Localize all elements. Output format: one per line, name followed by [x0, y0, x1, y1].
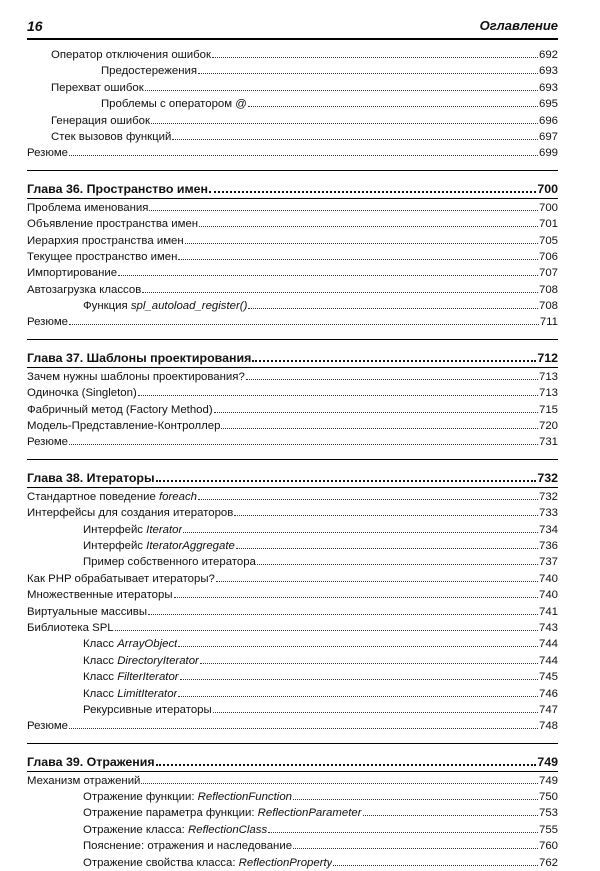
entry-text: Зачем нужны шаблоны проектирования? — [27, 370, 245, 383]
page-ref: 736 — [538, 539, 558, 552]
entry-title — [27, 571, 215, 587]
chapter-title — [27, 469, 155, 487]
dot-leader — [234, 504, 538, 516]
entry-text: Одиночка (Singleton) — [27, 387, 137, 400]
page-ref: 693 — [538, 81, 558, 94]
entry-text: Автозагрузка классов — [27, 283, 142, 296]
entry-title — [27, 434, 68, 450]
dot-leader — [199, 215, 538, 227]
chapter-heading — [27, 180, 558, 198]
page-ref: 750 — [538, 791, 558, 804]
entry-title — [101, 96, 247, 112]
dot-leader — [69, 433, 538, 445]
page-ref: 701 — [538, 218, 558, 231]
dot-leader — [200, 652, 538, 664]
dot-leader — [156, 469, 537, 482]
dot-leader — [248, 95, 538, 107]
entry-text: Отражение параметра функции: — [83, 807, 258, 820]
page-ref: 708 — [538, 283, 558, 296]
entry-text: Глава 39. Отражения — [27, 754, 155, 769]
entry-text: Класс — [83, 687, 118, 700]
dot-leader — [180, 668, 538, 680]
page-ref: 745 — [538, 671, 558, 684]
page-header — [27, 16, 558, 40]
entry-title — [83, 554, 256, 570]
toc-entry — [27, 537, 558, 553]
entry-text: Резюме — [27, 316, 68, 329]
entry-title — [83, 805, 362, 821]
page-ref: 744 — [538, 638, 558, 651]
entry-text: Стек вызовов функций — [51, 130, 172, 143]
entry-text: Множественные итераторы — [27, 589, 173, 602]
entry-title — [51, 80, 144, 96]
page-ref: 743 — [538, 621, 558, 634]
page-ref: 762 — [538, 856, 558, 869]
dot-leader — [212, 46, 538, 58]
entry-text: Объявление пространства имен — [27, 218, 199, 231]
dot-leader — [172, 128, 538, 140]
entry-text: Библиотека SPL — [27, 621, 114, 634]
page-ref: 700 — [538, 201, 558, 214]
toc-entry — [27, 281, 558, 297]
entry-title — [83, 538, 235, 554]
page-ref: 746 — [538, 687, 558, 700]
entry-title — [83, 822, 267, 838]
dot-leader — [198, 62, 538, 74]
toc-entry — [27, 215, 558, 231]
entry-title — [27, 718, 68, 734]
toc-entry — [27, 433, 558, 449]
chapter-title — [27, 180, 208, 198]
dot-leader — [178, 635, 538, 647]
toc-entry — [27, 488, 558, 504]
page-number: 16 — [27, 18, 43, 34]
toc-entry — [27, 652, 558, 668]
entry-text: Стандартное поведение — [27, 490, 159, 503]
page-ref: 707 — [538, 267, 558, 280]
page-ref: 713 — [538, 370, 558, 383]
dot-leader — [178, 248, 538, 260]
dot-leader — [178, 685, 538, 697]
entry-text: Перехват ошибок — [51, 81, 144, 94]
entry-italic-term: IteratorAggregate — [146, 539, 235, 552]
toc-entry — [27, 701, 558, 717]
entry-title — [51, 47, 211, 63]
page-ref: 700 — [537, 181, 558, 196]
entry-text: Резюме — [27, 436, 68, 449]
entry-text: Рекурсивные итераторы — [83, 703, 212, 716]
toc-entry — [27, 717, 558, 733]
dot-leader — [142, 281, 538, 293]
entry-title — [27, 265, 117, 281]
entry-title — [27, 773, 140, 789]
page-ref: 713 — [538, 387, 558, 400]
page-ref: 741 — [538, 605, 558, 618]
toc-entry — [27, 368, 558, 384]
entry-text: Функция — [83, 300, 131, 313]
entry-text: Как PHP обрабатывает итераторы? — [27, 572, 215, 585]
entry-text: Интерфейс — [83, 539, 147, 552]
dot-leader — [148, 603, 538, 615]
dot-leader — [246, 368, 538, 380]
page-ref: 753 — [538, 807, 558, 820]
entry-text: Текущее пространство имен — [27, 250, 178, 263]
entry-title — [27, 369, 245, 385]
entry-title — [83, 653, 199, 669]
dot-leader — [252, 349, 536, 362]
entry-title — [83, 855, 332, 871]
page-ref: 734 — [538, 523, 558, 536]
page-ref: 695 — [538, 98, 558, 111]
toc-entry — [27, 62, 558, 78]
entry-italic-term: ReflectionParameter — [257, 807, 362, 820]
entry-italic-term: ReflectionProperty — [238, 856, 333, 869]
toc-entry — [27, 128, 558, 144]
entry-title — [27, 505, 233, 521]
page-ref: 749 — [537, 754, 558, 769]
toc-entry — [27, 570, 558, 586]
toc-entry — [27, 112, 558, 128]
dot-leader — [257, 553, 538, 565]
dot-leader — [185, 232, 538, 244]
entry-title — [83, 702, 212, 718]
page-ref: 733 — [538, 507, 558, 520]
section-spacer — [27, 340, 558, 349]
dot-leader — [209, 180, 536, 193]
dot-leader — [183, 521, 538, 533]
chapter-heading — [27, 753, 558, 771]
page-ref: 705 — [538, 234, 558, 247]
dot-leader — [363, 804, 538, 816]
dot-leader — [156, 753, 537, 766]
dot-leader — [221, 417, 538, 429]
dot-leader — [151, 112, 538, 124]
toc-entry — [27, 837, 558, 853]
page-ref: 749 — [538, 774, 558, 787]
page-ref: 737 — [538, 556, 558, 569]
toc-entry — [27, 772, 558, 788]
page-ref: 747 — [538, 703, 558, 716]
entry-text: Пример собственного итератора — [83, 556, 256, 569]
entry-title — [27, 587, 173, 603]
chapter-heading — [27, 349, 558, 367]
toc-entry — [27, 553, 558, 569]
section-spacer — [27, 171, 558, 180]
entry-title — [83, 838, 292, 854]
toc-entry — [27, 854, 558, 870]
page-ref: 696 — [538, 114, 558, 127]
page-ref: 744 — [538, 654, 558, 667]
toc-entry — [27, 417, 558, 433]
dot-leader — [216, 570, 538, 582]
entry-text: Оператор отключения ошибок — [51, 49, 211, 61]
page-ref: 760 — [538, 840, 558, 853]
chapter-title — [27, 753, 155, 771]
entry-title — [27, 282, 141, 298]
entry-italic-term: LimitIterator — [117, 687, 178, 700]
entry-title — [27, 385, 137, 401]
toc-entry — [27, 144, 558, 160]
entry-italic-term: ReflectionClass — [188, 823, 268, 836]
page-ref: 740 — [538, 589, 558, 602]
page-ref: 693 — [538, 65, 558, 78]
entry-title — [51, 129, 171, 145]
dot-leader — [149, 199, 538, 211]
entry-title — [83, 522, 182, 538]
page-ref: 699 — [538, 147, 558, 160]
page-ref: 706 — [538, 250, 558, 263]
section-spacer — [27, 744, 558, 753]
entry-italic-term: foreach — [159, 490, 197, 503]
entry-italic-term: ArrayObject — [117, 638, 178, 651]
entry-title — [27, 233, 184, 249]
entry-title — [27, 249, 177, 265]
toc-entry — [27, 232, 558, 248]
page-ref: 732 — [537, 470, 558, 485]
entry-title — [27, 216, 198, 232]
entry-text: Глава 38. Итераторы — [27, 470, 155, 485]
page-ref: 755 — [538, 823, 558, 836]
section-spacer — [27, 460, 558, 469]
toc-entry — [27, 619, 558, 635]
entry-title — [83, 636, 177, 652]
page-ref: 708 — [538, 300, 558, 313]
entry-text: Класс — [83, 654, 118, 667]
entry-text: Класс — [83, 638, 118, 651]
entry-title — [27, 200, 148, 216]
dot-leader — [69, 717, 538, 729]
entry-italic-term: ReflectionFunction — [197, 791, 292, 804]
page-ref: 692 — [538, 49, 558, 61]
page-ref: 731 — [538, 436, 558, 449]
toc-entry — [27, 384, 558, 400]
dot-leader — [138, 384, 538, 396]
toc-entry — [27, 199, 558, 215]
entry-text: Резюме — [27, 147, 68, 160]
page-ref: 740 — [538, 572, 558, 585]
entry-title — [27, 620, 114, 636]
entry-text: Класс — [83, 671, 118, 684]
toc-entry — [27, 821, 558, 837]
page-ref: 712 — [537, 350, 558, 365]
entry-text: Фабричный метод (Factory Method) — [27, 403, 213, 416]
entry-title — [51, 113, 150, 129]
entry-title — [101, 63, 197, 79]
toc-entry — [27, 635, 558, 651]
entry-text: Предостережения — [101, 65, 198, 78]
toc-entry — [27, 95, 558, 111]
entry-italic-term: Iterator — [146, 523, 183, 536]
entry-title — [27, 604, 147, 620]
entry-title — [27, 145, 68, 161]
page-ref: 715 — [538, 403, 558, 416]
toc-entry — [27, 313, 558, 329]
toc-entry — [27, 248, 558, 264]
entry-text: Проблемы с оператором @ — [101, 98, 247, 111]
toc-entry — [27, 603, 558, 619]
dot-leader — [69, 144, 538, 156]
dot-leader — [118, 264, 538, 276]
toc-entry — [27, 668, 558, 684]
entry-text: Резюме — [27, 720, 68, 733]
entry-text: Пояснение: отражения и наследование — [83, 840, 293, 853]
page-ref: 732 — [538, 490, 558, 503]
chapter-heading — [27, 469, 558, 487]
toc-entry — [27, 401, 558, 417]
dot-leader — [145, 79, 538, 91]
toc-entry — [27, 504, 558, 520]
entry-text: Иерархия пространства имен — [27, 234, 184, 247]
entry-text: Отражение свойства класса: — [83, 856, 239, 869]
dot-leader — [213, 701, 538, 713]
toc-entry — [27, 264, 558, 280]
dot-leader — [198, 488, 538, 500]
entry-title — [83, 789, 292, 805]
toc-entry — [27, 804, 558, 820]
entry-text: Импортирование — [27, 267, 118, 280]
entry-italic-term: DirectoryIterator — [117, 654, 199, 667]
toc-entry — [27, 586, 558, 602]
entry-title — [27, 418, 220, 434]
entry-text: Генерация ошибок — [51, 114, 150, 127]
entry-italic-term: FilterIterator — [117, 671, 179, 684]
dot-leader — [214, 401, 538, 413]
entry-title — [27, 402, 213, 418]
page-ref: 711 — [539, 316, 558, 329]
entry-title — [27, 489, 197, 505]
page-ref: 748 — [538, 720, 558, 733]
toc-entry — [27, 297, 558, 313]
dot-leader — [115, 619, 538, 631]
entry-title — [27, 314, 68, 330]
entry-text: Виртуальные массивы — [27, 605, 148, 618]
dot-leader — [333, 854, 538, 866]
entry-text: Глава 37. Шаблоны проектирования — [27, 350, 252, 365]
dot-leader — [268, 821, 538, 833]
entry-text: Отражение класса: — [83, 823, 189, 836]
entry-title — [83, 298, 247, 314]
toc-entry — [27, 788, 558, 804]
dot-leader — [236, 537, 538, 549]
entry-text: Глава 36. Пространство имен — [27, 181, 208, 196]
dot-leader — [293, 837, 538, 849]
toc-entry — [27, 79, 558, 95]
dot-leader — [248, 297, 538, 309]
dot-leader — [174, 586, 538, 598]
dot-leader — [69, 313, 539, 325]
toc-entry — [27, 46, 558, 62]
toc-entry — [27, 685, 558, 701]
entry-italic-term: spl_autoload_register() — [130, 300, 248, 313]
table-of-contents — [27, 46, 558, 870]
entry-title — [83, 669, 179, 685]
entry-text: Отражение функции: — [83, 791, 198, 804]
entry-title — [83, 686, 177, 702]
dot-leader — [141, 772, 538, 784]
dot-leader — [293, 788, 538, 800]
entry-text: Модель-Представление-Контроллер — [27, 420, 221, 433]
toc-entry — [27, 521, 558, 537]
chapter-title — [27, 349, 251, 367]
entry-text: Проблема именования — [27, 201, 149, 214]
page-ref: 697 — [538, 130, 558, 143]
entry-text: Механизм отражений — [27, 774, 141, 787]
running-title: Оглавление — [479, 18, 558, 33]
entry-text: Интерфейс — [83, 523, 147, 536]
entry-text: Интерфейсы для создания итераторов — [27, 507, 234, 520]
page-ref: 720 — [538, 420, 558, 433]
